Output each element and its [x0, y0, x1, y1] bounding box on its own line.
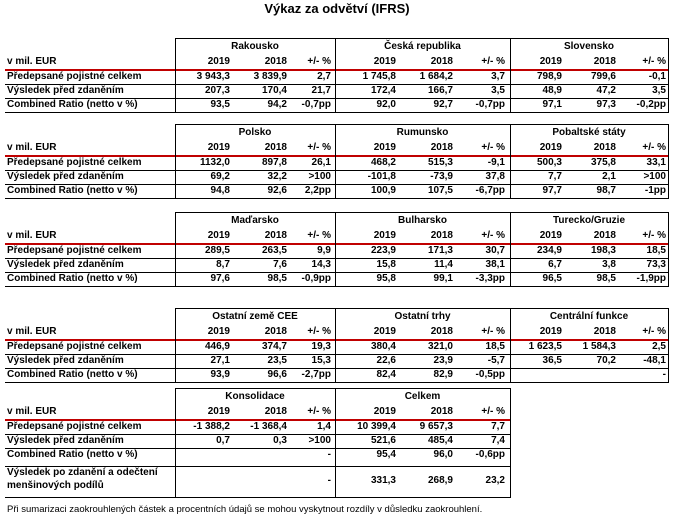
header-top-border — [175, 38, 668, 39]
block-bottom-border — [5, 112, 668, 113]
value-cell: -48,1 — [643, 355, 666, 366]
value-cell: 15,3 — [311, 355, 331, 366]
column-header-y2: 2018 — [430, 406, 453, 417]
column-header-chg: +/- % — [642, 230, 666, 241]
column-header-y2: 2018 — [593, 230, 616, 241]
value-cell: 23,2 — [485, 475, 505, 486]
value-cell: -0,7pp — [301, 99, 331, 110]
value-cell: 289,5 — [204, 245, 230, 256]
value-cell: 3,5 — [491, 85, 505, 96]
value-cell: 96,0 — [433, 449, 453, 460]
value-cell: 92,7 — [433, 99, 453, 110]
value-cell: -0,7pp — [475, 99, 505, 110]
block-bottom-border — [5, 382, 668, 383]
value-cell: 0,7 — [216, 435, 230, 446]
column-divider — [668, 124, 669, 199]
value-cell: -0,5pp — [475, 369, 505, 380]
unit-label: v mil. EUR — [7, 56, 57, 67]
value-cell: 21,7 — [311, 85, 331, 96]
column-divider — [335, 212, 336, 287]
row-label-result: Výsledek před zdaněním — [7, 355, 124, 366]
segment-block — [5, 308, 668, 382]
value-cell: 446,9 — [204, 341, 230, 352]
value-cell: >100 — [308, 171, 331, 182]
value-cell: 1132,0 — [199, 157, 230, 168]
value-cell: 82,4 — [376, 369, 396, 380]
column-header-chg: +/- % — [307, 326, 331, 337]
column-header-y2: 2018 — [593, 326, 616, 337]
row-label-after_tax: Výsledek po zdanění a odečtení menšinových podílů — [7, 467, 158, 491]
value-cell: 374,7 — [261, 341, 287, 352]
unit-label: v mil. EUR — [7, 142, 57, 153]
column-header-y1: 2019 — [539, 326, 562, 337]
value-cell: 82,9 — [433, 369, 453, 380]
value-cell: 18,5 — [485, 341, 505, 352]
value-cell: 19,3 — [311, 341, 331, 352]
value-cell: 73,3 — [646, 259, 666, 270]
row-label-result: Výsledek před zdaněním — [7, 171, 124, 182]
column-header-chg: +/- % — [481, 230, 505, 241]
row-label-combined: Combined Ratio (netto v %) — [7, 273, 138, 284]
value-cell: 18,5 — [646, 245, 666, 256]
value-cell: 521,6 — [370, 435, 396, 446]
value-cell: 170,4 — [261, 85, 287, 96]
value-cell: 9 657,3 — [419, 421, 453, 432]
value-cell: 1 684,2 — [419, 71, 453, 82]
value-cell: 321,0 — [427, 341, 453, 352]
segment-name: Maďarsko — [231, 215, 279, 226]
segment-name: Ostatní trhy — [394, 311, 451, 322]
segment-name: Rakousko — [231, 41, 279, 52]
column-header-chg: +/- % — [481, 326, 505, 337]
row-label-combined: Combined Ratio (netto v %) — [7, 185, 138, 196]
column-header-chg: +/- % — [307, 230, 331, 241]
column-header-y2: 2018 — [264, 56, 287, 67]
column-header-y2: 2018 — [264, 230, 287, 241]
segment-block — [5, 388, 668, 498]
column-header-chg: +/- % — [481, 142, 505, 153]
segment-name: Centrální funkce — [549, 311, 629, 322]
value-cell: 23,9 — [433, 355, 453, 366]
value-cell: 37,8 — [485, 171, 505, 182]
value-cell: 98,7 — [596, 185, 616, 196]
report-title: Výkaz za odvětví (IFRS) — [264, 1, 410, 16]
value-cell: 94,8 — [210, 185, 230, 196]
segment-name: Ostatní země CEE — [212, 311, 298, 322]
value-cell: 2,5 — [652, 341, 666, 352]
column-divider — [668, 308, 669, 383]
value-cell: 38,1 — [485, 259, 505, 270]
value-cell: - — [662, 369, 666, 380]
value-cell — [172, 474, 230, 488]
value-cell: 23,5 — [267, 355, 287, 366]
column-header-chg: +/- % — [642, 326, 666, 337]
column-divider — [335, 38, 336, 113]
value-cell: 93,5 — [210, 99, 230, 110]
column-header-y1: 2019 — [539, 56, 562, 67]
column-header-y1: 2019 — [373, 406, 396, 417]
value-cell: 30,7 — [485, 245, 505, 256]
value-cell: 93,9 — [210, 369, 230, 380]
value-cell: 380,4 — [370, 341, 396, 352]
value-cell: 107,5 — [427, 185, 453, 196]
value-cell: 2,1 — [602, 171, 616, 182]
column-header-y2: 2018 — [264, 142, 287, 153]
value-cell: 26,1 — [311, 157, 331, 168]
row-label-premiums: Předepsané pojistné celkem — [7, 71, 142, 82]
column-header-y1: 2019 — [207, 230, 230, 241]
value-cell: -0,2pp — [636, 99, 666, 110]
value-cell: 234,9 — [536, 245, 562, 256]
column-header-chg: +/- % — [307, 56, 331, 67]
row-label-combined: Combined Ratio (netto v %) — [7, 99, 138, 110]
value-cell: 166,7 — [427, 85, 453, 96]
row-label-result: Výsledek před zdaněním — [7, 435, 124, 446]
value-cell: 15,8 — [376, 259, 396, 270]
value-cell: 70,2 — [596, 355, 616, 366]
value-cell: 97,7 — [542, 185, 562, 196]
row-label-result: Výsledek před zdaněním — [7, 85, 124, 96]
value-cell: 3 839,9 — [253, 71, 287, 82]
column-header-y1: 2019 — [207, 406, 230, 417]
unit-label: v mil. EUR — [7, 406, 57, 417]
column-divider — [335, 124, 336, 199]
column-divider — [335, 388, 336, 498]
segment-name: Pobaltské státy — [552, 127, 626, 138]
value-cell: 172,4 — [370, 85, 396, 96]
column-header-chg: +/- % — [642, 56, 666, 67]
column-header-y2: 2018 — [430, 56, 453, 67]
value-cell: 97,1 — [542, 99, 562, 110]
value-cell: 32,2 — [267, 171, 287, 182]
value-cell: 95,8 — [376, 273, 396, 284]
value-cell: 468,2 — [370, 157, 396, 168]
value-cell: 171,3 — [427, 245, 453, 256]
value-cell: 0,3 — [273, 435, 287, 446]
value-cell: - — [327, 475, 331, 486]
value-cell: 98,5 — [267, 273, 287, 284]
unit-label: v mil. EUR — [7, 326, 57, 337]
value-cell: -0,9pp — [301, 273, 331, 284]
column-header-y1: 2019 — [539, 142, 562, 153]
segment-name: Česká republika — [384, 41, 461, 52]
segment-block — [5, 124, 668, 198]
column-header-chg: +/- % — [481, 406, 505, 417]
column-header-y1: 2019 — [373, 56, 396, 67]
value-cell: 7,4 — [491, 435, 505, 446]
value-cell: 92,0 — [376, 99, 396, 110]
column-header-chg: +/- % — [307, 142, 331, 153]
column-header-chg: +/- % — [642, 142, 666, 153]
header-top-border — [175, 308, 668, 309]
value-cell: 7,7 — [548, 171, 562, 182]
value-cell: -0,1 — [648, 71, 666, 82]
row-label-premiums: Předepsané pojistné celkem — [7, 421, 142, 432]
value-cell: -1 388,2 — [193, 421, 230, 432]
value-cell: 1 623,5 — [528, 341, 562, 352]
value-cell: 22,6 — [376, 355, 396, 366]
value-cell: 3 943,3 — [196, 71, 230, 82]
block-bottom-border — [5, 286, 668, 287]
unit-label: v mil. EUR — [7, 230, 57, 241]
value-cell: 798,9 — [536, 71, 562, 82]
column-divider — [335, 308, 336, 383]
column-header-y1: 2019 — [373, 326, 396, 337]
column-header-y1: 2019 — [207, 142, 230, 153]
value-cell: -0,6pp — [475, 449, 505, 460]
column-header-y1: 2019 — [373, 230, 396, 241]
value-cell — [504, 368, 562, 382]
block-bottom-border — [5, 497, 510, 498]
value-cell: >100 — [308, 435, 331, 446]
value-cell: 7,6 — [273, 259, 287, 270]
row-label-premiums: Předepsané pojistné celkem — [7, 157, 142, 168]
row-label-premiums: Předepsané pojistné celkem — [7, 341, 142, 352]
block-bottom-border — [5, 198, 668, 199]
row-label-combined: Combined Ratio (netto v %) — [7, 449, 138, 460]
row-label-result: Výsledek před zdaněním — [7, 259, 124, 270]
value-cell: 95,4 — [376, 449, 396, 460]
segment-name: Bulharsko — [398, 215, 447, 226]
column-divider — [668, 38, 669, 113]
value-cell: >100 — [643, 171, 666, 182]
value-cell: -3,3pp — [475, 273, 505, 284]
value-cell: 47,2 — [596, 85, 616, 96]
column-header-y1: 2019 — [373, 142, 396, 153]
value-cell: 223,9 — [370, 245, 396, 256]
value-cell: 263,5 — [261, 245, 287, 256]
column-header-chg: +/- % — [481, 56, 505, 67]
value-cell: 33,1 — [646, 157, 666, 168]
value-cell: 97,6 — [210, 273, 230, 284]
segment-name: Rumunsko — [396, 127, 449, 138]
value-cell: 69,2 — [210, 171, 230, 182]
row-border — [5, 466, 510, 467]
value-cell: 48,9 — [542, 85, 562, 96]
value-cell: 268,9 — [427, 475, 453, 486]
column-header-y1: 2019 — [207, 56, 230, 67]
value-cell: 96,5 — [542, 273, 562, 284]
header-top-border — [175, 124, 668, 125]
value-cell: 500,3 — [536, 157, 562, 168]
value-cell: 7,7 — [491, 421, 505, 432]
value-cell: -1 368,4 — [250, 421, 287, 432]
value-cell: 3,7 — [491, 71, 505, 82]
value-cell: - — [327, 449, 331, 460]
column-header-y2: 2018 — [264, 406, 287, 417]
header-top-border — [175, 212, 668, 213]
value-cell: 100,9 — [370, 185, 396, 196]
value-cell: -6,7pp — [475, 185, 505, 196]
value-cell: 94,2 — [267, 99, 287, 110]
value-cell: -2,7pp — [301, 369, 331, 380]
column-header-y2: 2018 — [430, 230, 453, 241]
value-cell: 331,3 — [370, 475, 396, 486]
value-cell: 375,8 — [590, 157, 616, 168]
column-header-y2: 2018 — [593, 56, 616, 67]
value-cell: 8,7 — [216, 259, 230, 270]
column-header-chg: +/- % — [307, 406, 331, 417]
column-header-y1: 2019 — [539, 230, 562, 241]
column-header-y2: 2018 — [264, 326, 287, 337]
header-top-border — [175, 388, 510, 389]
segment-name: Turecko/Gruzie — [552, 215, 626, 226]
rounding-footnote: Při sumarizaci zaokrouhlených částek a procentních údajů se mohou vyskytnout rozdíly v důsledku zaokrouhlení. — [7, 504, 483, 515]
value-cell: 98,5 — [596, 273, 616, 284]
value-cell: -9,1 — [487, 157, 505, 168]
value-cell — [172, 448, 230, 462]
value-cell: 9,9 — [317, 245, 331, 256]
segment-name: Slovensko — [563, 41, 615, 52]
value-cell: 92,6 — [267, 185, 287, 196]
value-cell: 36,5 — [542, 355, 562, 366]
segment-block — [5, 38, 668, 112]
segment-block — [5, 212, 668, 286]
value-cell: 207,3 — [204, 85, 230, 96]
column-header-y2: 2018 — [430, 326, 453, 337]
row-label-combined: Combined Ratio (netto v %) — [7, 369, 138, 380]
value-cell: 1 584,3 — [582, 341, 616, 352]
value-cell: 515,3 — [427, 157, 453, 168]
value-cell: 1,4 — [317, 421, 331, 432]
value-cell: -1pp — [644, 185, 666, 196]
value-cell: 27,1 — [210, 355, 230, 366]
segment-name: Konsolidace — [225, 391, 285, 402]
value-cell: 2,7 — [317, 71, 331, 82]
column-header-y2: 2018 — [430, 142, 453, 153]
column-header-y2: 2018 — [593, 142, 616, 153]
value-cell: 3,8 — [602, 259, 616, 270]
value-cell: 11,4 — [434, 259, 453, 270]
value-cell: 96,6 — [267, 369, 287, 380]
segment-name: Celkem — [404, 391, 441, 402]
row-label-premiums: Předepsané pojistné celkem — [7, 245, 142, 256]
column-divider — [510, 388, 511, 498]
value-cell: 485,4 — [427, 435, 453, 446]
value-cell: 6,7 — [548, 259, 562, 270]
segment-name: Polsko — [238, 127, 272, 138]
value-cell: 14,3 — [311, 259, 331, 270]
value-cell: 99,1 — [433, 273, 453, 284]
value-cell: 198,3 — [590, 245, 616, 256]
value-cell: -1,9pp — [636, 273, 666, 284]
value-cell: 10 399,4 — [357, 421, 396, 432]
value-cell: 3,5 — [652, 85, 666, 96]
column-divider — [668, 212, 669, 287]
value-cell: -101,8 — [367, 171, 396, 182]
value-cell: 799,6 — [590, 71, 616, 82]
value-cell: 2,2pp — [304, 185, 331, 196]
value-cell: -5,7 — [487, 355, 505, 366]
value-cell: -73,9 — [430, 171, 453, 182]
value-cell: 897,8 — [261, 157, 287, 168]
column-header-y1: 2019 — [207, 326, 230, 337]
value-cell: 97,3 — [596, 99, 616, 110]
value-cell: 1 745,8 — [362, 71, 396, 82]
